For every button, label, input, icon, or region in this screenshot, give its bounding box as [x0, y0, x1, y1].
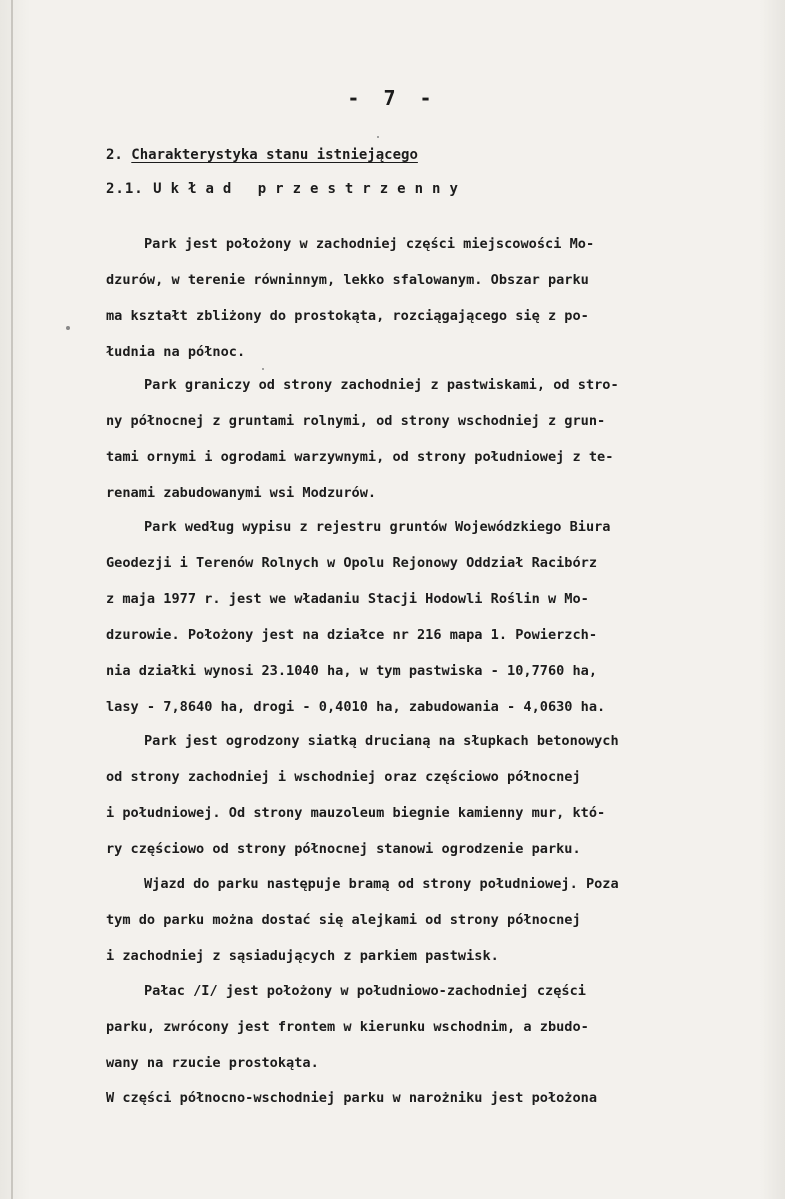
text-line: W części północno-wschodniej parku w narożniku jest położona: [106, 1090, 598, 1106]
paper-speck: [262, 368, 264, 370]
text-line: nia działki wynosi 23.1040 ha, w tym pastwiska - 10,7760 ha,: [106, 663, 598, 679]
text-line: parku, zwrócony jest frontem w kierunku wschodnim, a zbudo-: [106, 1019, 589, 1035]
subsection-heading: [106, 181, 467, 197]
text-line: renami zabudowanymi wsi Modzurów.: [106, 485, 377, 501]
text-line: od strony zachodniej i wschodniej oraz częściowo północnej: [106, 769, 581, 785]
text-line: Park jest ogrodzony siatką drucianą na słupkach betonowych: [144, 733, 619, 749]
text-line: wany na rzucie prostokąta.: [106, 1055, 319, 1071]
text-line: i zachodniej z sąsiadujących z parkiem pastwisk.: [106, 948, 499, 964]
section-heading: [106, 147, 418, 163]
text-line: dzurów, w terenie równinnym, lekko sfalowanym. Obszar parku: [106, 272, 589, 288]
paper-speck: [377, 136, 379, 138]
text-line: dzurowie. Położony jest na działce nr 216 mapa 1. Powierzch-: [106, 627, 598, 643]
text-line: Park według wypisu z rejestru gruntów Wojewódzkiego Biura: [144, 519, 611, 535]
page-edge: [11, 0, 13, 1199]
text-line: ma kształt zbliżony do prostokąta, rozciągającego się z po-: [106, 308, 589, 324]
paper-speck: [66, 326, 70, 330]
text-line: tami ornymi i ogrodami warzywnymi, od strony południowej z te-: [106, 449, 614, 465]
text-line: ry częściowo od strony północnej stanowi ogrodzenie parku.: [106, 841, 581, 857]
section-title: Charakterystyka stanu istniejącego: [131, 147, 418, 163]
text-line: Wjazd do parku następuje bramą od strony południowej. Poza: [144, 876, 619, 892]
text-line: Pałac /I/ jest położony w południowo-zachodniej części: [144, 983, 586, 999]
section-number: 2.: [106, 147, 123, 163]
text-line: i południowej. Od strony mauzoleum biegnie kamienny mur, któ-: [106, 805, 606, 821]
text-line: z maja 1977 r. jest we władaniu Stacji Hodowli Roślin w Mo-: [106, 591, 589, 607]
text-line: lasy - 7,8640 ha, drogi - 0,4010 ha, zabudowania - 4,0630 ha.: [106, 699, 606, 715]
page-number: - 7 -: [347, 86, 438, 110]
subsection-number: 2.1.: [106, 181, 144, 197]
text-line: Geodezji i Terenów Rolnych w Opolu Rejonowy Oddział Racibórz: [106, 555, 598, 571]
text-line: ny północnej z gruntami rolnymi, od strony wschodniej z grun-: [106, 413, 606, 429]
text-line: tym do parku można dostać się alejkami od strony północnej: [106, 912, 581, 928]
text-line: Park graniczy od strony zachodniej z pastwiskami, od stro-: [144, 377, 619, 393]
subsection-title: Układ przestrzenny: [153, 181, 467, 197]
text-line: Park jest położony w zachodniej części miejscowości Mo-: [144, 236, 595, 252]
text-line: łudnia na północ.: [106, 344, 246, 360]
